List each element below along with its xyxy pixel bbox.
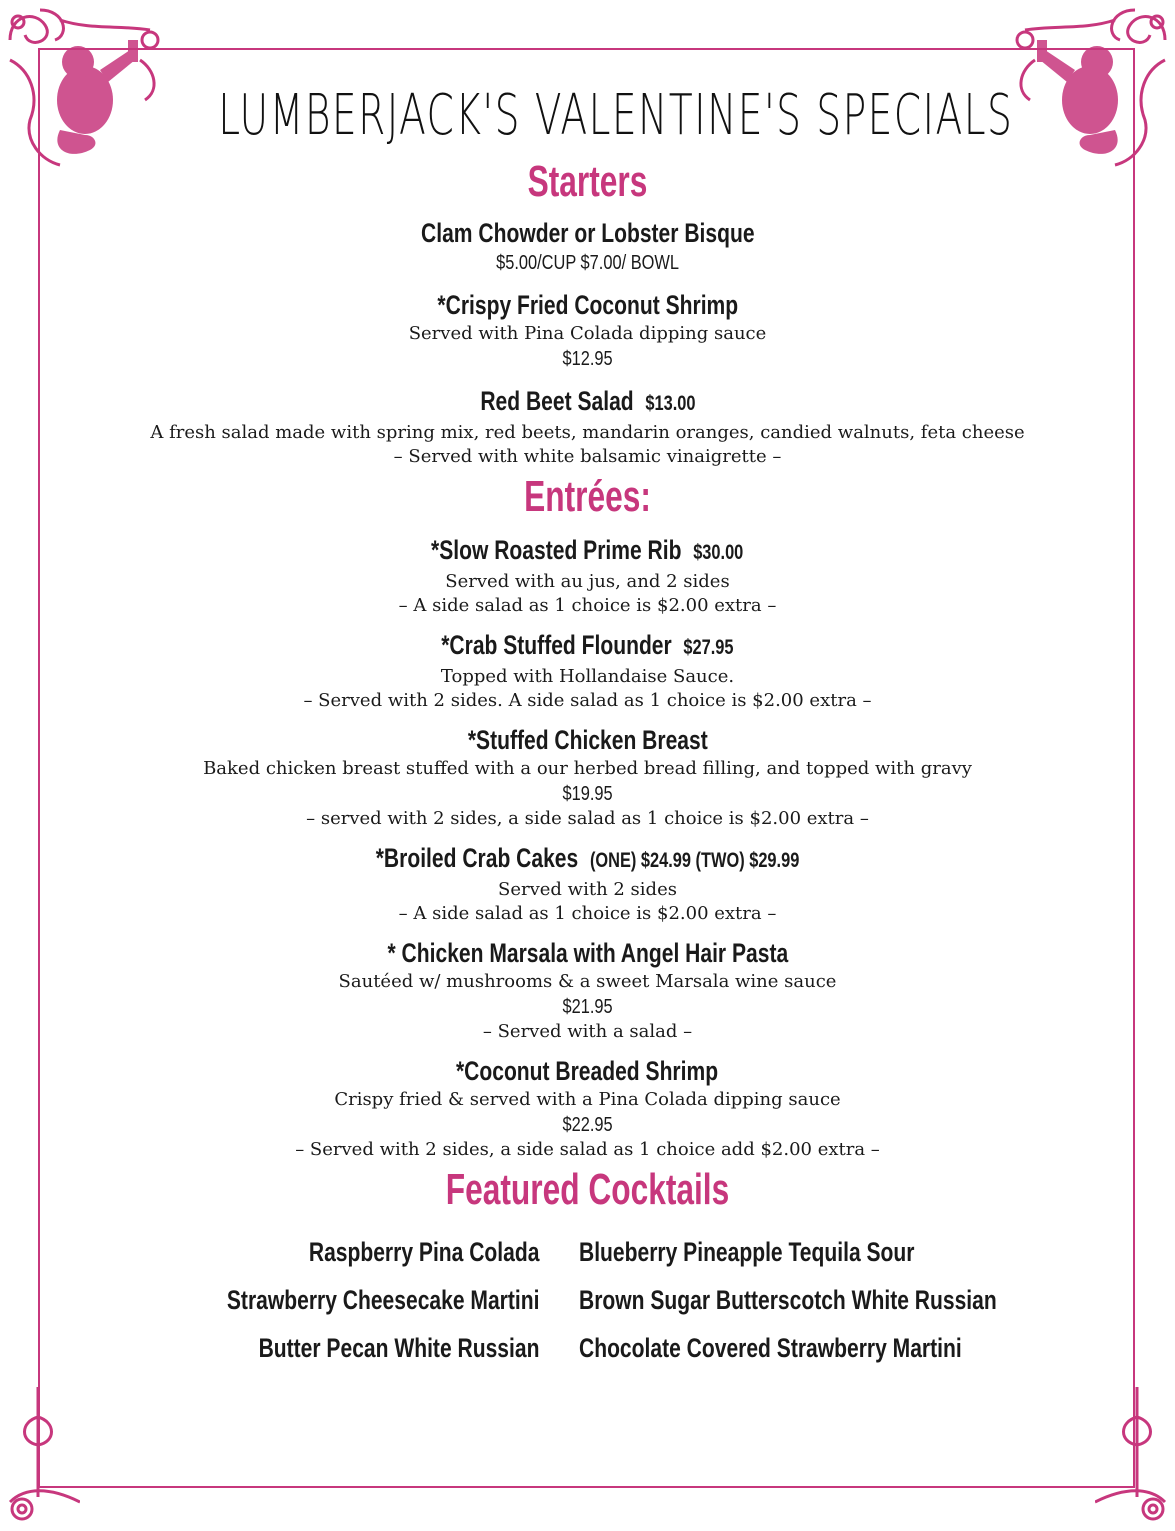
item-price: $21.95 [562, 996, 613, 1018]
cocktail-item: Blueberry Pineapple Tequila Sour [579, 1237, 915, 1267]
item-name: Red Beet Salad $13.00 [479, 386, 696, 416]
item-note: – Served with a salad – [482, 1021, 693, 1042]
cocktail-item: Chocolate Covered Strawberry Martini [579, 1333, 963, 1363]
item-note: – A side salad as 1 choice is $2.00 extra – [398, 903, 777, 924]
item-price: $5.00/CUP $7.00/ BOWL [496, 252, 679, 274]
menu-item [60, 841, 1115, 926]
item-name: *Coconut Breaded Shrimp [456, 1056, 719, 1086]
item-name: * Chicken Marsala with Angel Hair Pasta [387, 938, 788, 968]
menu-item [60, 288, 1115, 372]
item-price: $30.00 [693, 541, 744, 564]
section-heading-starters: Starters [527, 157, 648, 206]
item-description: Topped with Hollandaise Sauce. [440, 666, 735, 687]
item-name: Clam Chowder or Lobster Bisque [420, 218, 755, 248]
cocktail-item: Raspberry Pina Colada [308, 1237, 540, 1267]
item-description: Served with au jus, and 2 sides [445, 571, 730, 592]
item-price: $12.95 [562, 348, 613, 370]
item-description: Baked chicken breast stuffed with a our herbed bread filling, and topped with gravy [203, 758, 972, 779]
item-note: – Served with white balsamic vinaigrette – [393, 446, 782, 467]
item-name: *Slow Roasted Prime Rib $30.00 [431, 535, 744, 565]
menu-item [60, 533, 1115, 618]
menu-item [60, 1054, 1115, 1162]
item-description: Served with Pina Colada dipping sauce [408, 323, 767, 344]
cocktail-item: Strawberry Cheesecake Martini [226, 1285, 540, 1315]
cocktail-list [60, 1234, 1115, 1366]
menu-item [60, 384, 1115, 469]
item-description: Sautéed w/ mushrooms & a sweet Marsala wine sauce [338, 971, 837, 992]
item-description: Served with 2 sides [498, 879, 677, 900]
item-note: – A side salad as 1 choice is $2.00 extra – [398, 595, 777, 616]
item-price: $13.00 [644, 392, 696, 415]
cocktail-item: Brown Sugar Butterscotch White Russian [579, 1285, 998, 1315]
menu-item [60, 216, 1115, 276]
scroll-ornament-icon [1095, 1387, 1175, 1527]
section-heading-cocktails: Featured Cocktails [445, 1165, 730, 1214]
item-name: *Broiled Crab Cakes (ONE) $24.99 (TWO) $29.99 [375, 843, 800, 873]
menu-item [60, 723, 1115, 831]
item-price: $19.95 [562, 783, 613, 805]
item-price: (ONE) $24.99 (TWO) $29.99 [589, 849, 800, 872]
item-name: *Crispy Fried Coconut Shrimp [437, 290, 738, 320]
menu-item [60, 628, 1115, 713]
section-heading-entrees: Entrées: [524, 472, 651, 521]
item-name: *Crab Stuffed Flounder $27.95 [441, 630, 734, 660]
item-price: $27.95 [683, 636, 734, 659]
item-name: *Stuffed Chicken Breast [467, 725, 708, 755]
menu-content [60, 78, 1115, 1366]
item-description: A fresh salad made with spring mix, red beets, mandarin oranges, candied walnuts, feta cheese [150, 422, 1025, 443]
cocktail-item: Butter Pecan White Russian [258, 1333, 540, 1363]
scroll-ornament-icon [0, 1387, 80, 1527]
item-note: – served with 2 sides, a side salad as 1 choice is $2.00 extra – [306, 808, 869, 829]
menu-title: LUMBERJACK'S VALENTINE'S SPECIALS [218, 83, 1014, 148]
item-price: $22.95 [562, 1114, 613, 1136]
item-description: Crispy fried & served with a Pina Colada dipping sauce [334, 1089, 841, 1110]
menu-item [60, 936, 1115, 1044]
item-note: – Served with 2 sides, a side salad as 1 choice add $2.00 extra – [295, 1139, 880, 1160]
item-note: – Served with 2 sides. A side salad as 1 choice is $2.00 extra – [303, 690, 872, 711]
